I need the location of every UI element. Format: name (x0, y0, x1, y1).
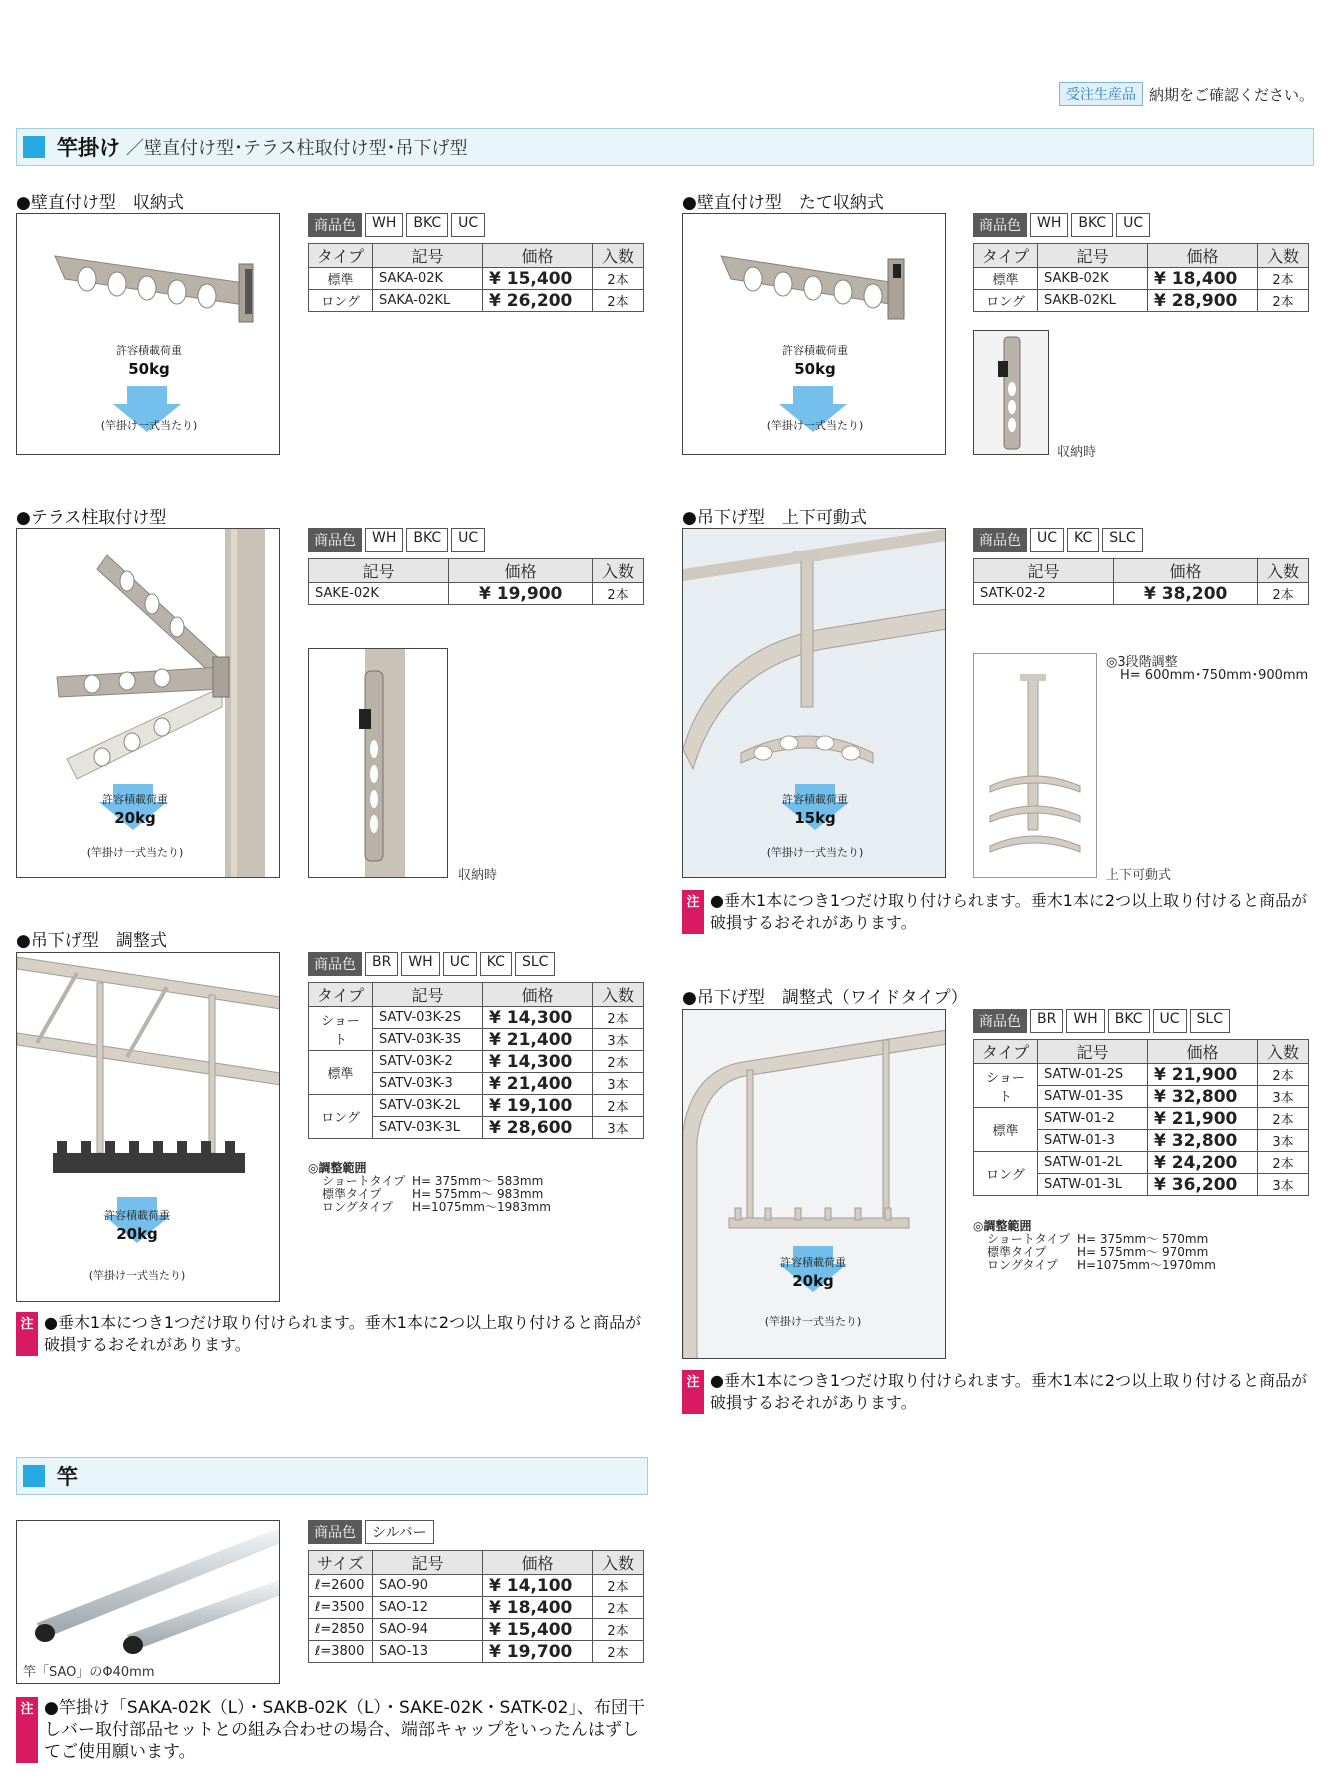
product-photo (682, 213, 946, 455)
colors-label: 商品色 (308, 213, 362, 237)
section-marker-icon (23, 1465, 45, 1487)
color-chip: WH (1066, 1009, 1104, 1033)
col-type: タイプ (309, 983, 373, 1007)
pole-illustration (17, 1521, 280, 1684)
table-row: 標準 SATW-01-2 ¥ 21,900 2本 (974, 1108, 1309, 1130)
adjust-title: ◎調整範囲 (973, 1219, 1032, 1233)
load-rating (99, 342, 199, 378)
load-note: (竿掛け一式当たり) (766, 846, 864, 859)
note-marker: 注 (682, 1370, 704, 1414)
adjust-values: H= 600mm･750mm･900mm (1120, 668, 1309, 683)
color-chip: BKC (1108, 1009, 1150, 1033)
color-chip: WH (365, 528, 403, 552)
table-row: ロング SATW-01-2L ¥ 24,200 2本 (974, 1152, 1309, 1174)
color-chip: SLC (515, 952, 555, 976)
col-qty: 入数 (1258, 244, 1309, 268)
colors-label: 商品色 (973, 213, 1027, 237)
table-row: 標準 SAKA-02K ¥ 15,400 2本 (309, 268, 644, 290)
note-text: ●垂木1本につき1つだけ取り付けられます。垂木1本に2つ以上取り付けると商品が破損するおそれがあります。 (710, 1371, 1308, 1412)
pole-caption: 竿「SAO」のΦ40mm (23, 1665, 155, 1680)
stored-photo (308, 648, 448, 878)
color-options (973, 1009, 1230, 1033)
col-qty: 入数 (1258, 559, 1309, 583)
item-title: ●吊下げ型 調整式（ワイドタイプ） (682, 988, 968, 1008)
col-qty: 入数 (1258, 1040, 1309, 1064)
col-type: タイプ (974, 1040, 1038, 1064)
table-row: ロング SAKB-02KL ¥ 28,900 2本 (974, 290, 1309, 312)
price-table (308, 1550, 644, 1663)
color-chip: UC (443, 952, 477, 976)
color-options (308, 1520, 434, 1544)
load-note: (竿掛け一式当たり) (88, 1269, 186, 1282)
price-table (308, 558, 644, 605)
product-photo (682, 528, 946, 878)
table-row: 標準 SATV-03K-2 ¥ 14,300 2本 (309, 1051, 644, 1073)
note-marker: 注 (682, 890, 704, 934)
product-photo (16, 213, 280, 455)
load-value: 50kg (794, 360, 836, 378)
table-row: SATV-03K-3L ¥ 28,600 3本 (309, 1117, 644, 1139)
section-header-poles (16, 1457, 648, 1495)
adjust-info (1106, 656, 1308, 682)
color-options (308, 528, 485, 552)
table-row: SATK-02-2 ¥ 38,200 2本 (974, 583, 1309, 605)
load-value: 50kg (128, 360, 170, 378)
color-chip: BKC (406, 213, 448, 237)
section-subtitle: ／壁直付け型･テラス柱取付け型･吊下げ型 (126, 138, 468, 159)
price-table (973, 1039, 1309, 1196)
load-caption: 許容積載荷重 (782, 344, 848, 357)
table-row: ショート SATW-01-2S ¥ 21,900 2本 (974, 1064, 1309, 1086)
note-text: ●垂木1本につき1つだけ取り付けられます。垂木1本に2つ以上取り付けると商品が破損するおそれがあります。 (44, 1313, 642, 1354)
section-marker-icon (23, 136, 45, 158)
color-options (973, 213, 1150, 237)
colors-label: 商品色 (308, 1520, 362, 1544)
table-row: ℓ=2850 SAO-94 ¥ 15,400 2本 (309, 1619, 644, 1641)
color-chip: WH (365, 213, 403, 237)
col-code: 記号 (373, 983, 483, 1007)
storage-label: 収納時 (1057, 445, 1097, 460)
col-type: タイプ (309, 244, 373, 268)
load-note: (竿掛け一式当たり) (766, 419, 864, 432)
table-row: ショート SATV-03K-2S ¥ 14,300 2本 (309, 1007, 644, 1029)
col-price: 価格 (1114, 559, 1258, 583)
color-chip: BR (1030, 1009, 1063, 1033)
load-rating (765, 791, 865, 827)
adjust-title: ◎3段階調整 (1106, 655, 1178, 670)
col-qty: 入数 (593, 983, 644, 1007)
load-value: 15kg (794, 809, 836, 827)
col-qty: 入数 (593, 244, 644, 268)
col-price: 価格 (449, 559, 593, 583)
table-row: SATW-01-3 ¥ 32,800 3本 (974, 1130, 1309, 1152)
adjust-title: ◎調整範囲 (308, 1161, 367, 1175)
note-text: ●竿掛け「SAKA-02K（L）・SAKB-02K（L）・SAKE-02K・SATK-02」、布団干しバー取付部品セットとの組み合わせの場合、端部キャップをいったんはずしてご使用願います。 (44, 1698, 645, 1762)
load-note: (竿掛け一式当たり) (100, 419, 198, 432)
load-caption: 許容積載荷重 (782, 793, 848, 806)
color-chip: シルバー (365, 1520, 434, 1544)
color-chip: BR (365, 952, 398, 976)
color-options (308, 952, 555, 976)
price-table (973, 558, 1309, 605)
section-header-pole-hangers (16, 128, 1314, 166)
col-size: サイズ (309, 1551, 373, 1575)
col-qty: 入数 (593, 1551, 644, 1575)
price-table (973, 243, 1309, 312)
load-caption: 許容積載荷重 (102, 793, 168, 806)
load-rating (87, 1207, 187, 1243)
colors-label: 商品色 (973, 1009, 1027, 1033)
product-photo (682, 1009, 946, 1359)
note-text: ●垂木1本につき1つだけ取り付けられます。垂木1本に2つ以上取り付けると商品が破損するおそれがあります。 (710, 891, 1308, 932)
movable-label: 上下可動式 (1106, 868, 1172, 883)
col-code: 記号 (1038, 244, 1148, 268)
color-chip: UC (1116, 213, 1150, 237)
table-row: SATV-03K-3S ¥ 21,400 3本 (309, 1029, 644, 1051)
load-value: 20kg (114, 809, 156, 827)
price-table (308, 982, 644, 1139)
colors-label: 商品色 (308, 952, 362, 976)
color-chip: SLC (1102, 528, 1142, 552)
color-chip: BKC (1071, 213, 1113, 237)
color-chip: UC (1153, 1009, 1187, 1033)
col-price: 価格 (1148, 1040, 1258, 1064)
table-row: ロング SAKA-02KL ¥ 26,200 2本 (309, 290, 644, 312)
table-row: ℓ=2600 SAO-90 ¥ 14,100 2本 (309, 1575, 644, 1597)
load-caption: 許容積載荷重 (780, 1256, 846, 1269)
product-photo (16, 528, 280, 878)
color-chip: UC (451, 528, 485, 552)
col-code: 記号 (1038, 1040, 1148, 1064)
col-type: タイプ (974, 244, 1038, 268)
table-row: SATV-03K-3 ¥ 21,400 3本 (309, 1073, 644, 1095)
col-code: 記号 (309, 559, 449, 583)
color-chip: KC (480, 952, 512, 976)
color-options (308, 213, 485, 237)
col-price: 価格 (483, 983, 593, 1007)
table-row: ロング SATV-03K-2L ¥ 19,100 2本 (309, 1095, 644, 1117)
order-notice (1059, 82, 1314, 106)
load-note: (竿掛け一式当たり) (764, 1315, 862, 1328)
color-chip: UC (451, 213, 485, 237)
table-row: SATW-01-3L ¥ 36,200 3本 (974, 1174, 1309, 1196)
color-options (973, 528, 1143, 552)
caution-note (682, 890, 1312, 934)
colors-label: 商品色 (973, 528, 1027, 552)
price-table (308, 243, 644, 312)
caution-note (682, 1370, 1312, 1414)
wide-adjustable-hanger-illustration (683, 1010, 946, 1359)
col-code: 記号 (373, 244, 483, 268)
note-marker: 注 (16, 1697, 38, 1763)
table-row: 標準 SAKB-02K ¥ 18,400 2本 (974, 268, 1309, 290)
product-photo (16, 1520, 280, 1684)
made-to-order-badge: 受注生産品 (1059, 82, 1143, 106)
col-qty: 入数 (593, 559, 644, 583)
color-chip: WH (401, 952, 439, 976)
product-photo (16, 952, 280, 1302)
color-chip: SLC (1190, 1009, 1230, 1033)
item-title: ●吊下げ型 調整式 (16, 931, 167, 951)
load-value: 20kg (792, 1272, 834, 1290)
table-row: SATW-01-3S ¥ 32,800 3本 (974, 1086, 1309, 1108)
adjust-range: ◎調整範囲 ショートタイプ H= 375mm～ 583mm 標準タイプ H= 575mm～ 983mm ロングタイプ H=1075mm～1983mm (308, 1161, 551, 1214)
section-title: 竿掛け (57, 136, 120, 160)
load-note: (竿掛け一式当たり) (86, 846, 184, 859)
item-title: ●吊下げ型 上下可動式 (682, 508, 867, 528)
adjustable-hanger-illustration (17, 953, 280, 1302)
item-title: ●壁直付け型 たて収納式 (682, 193, 884, 213)
load-value: 20kg (116, 1225, 158, 1243)
item-title: ●壁直付け型 収納式 (16, 193, 184, 213)
col-code: 記号 (974, 559, 1114, 583)
table-row: SAKE-02K ¥ 19,900 2本 (309, 583, 644, 605)
note-marker: 注 (16, 1312, 38, 1356)
col-code: 記号 (373, 1551, 483, 1575)
storage-label: 収納時 (458, 868, 498, 883)
color-chip: WH (1030, 213, 1068, 237)
section-title: 竿 (57, 1465, 78, 1489)
item-title: ●テラス柱取付け型 (16, 508, 167, 528)
load-caption: 許容積載荷重 (116, 344, 182, 357)
table-row: ℓ=3500 SAO-12 ¥ 18,400 2本 (309, 1597, 644, 1619)
stored-photo (973, 330, 1049, 455)
col-price: 価格 (483, 244, 593, 268)
colors-label: 商品色 (308, 528, 362, 552)
load-rating (765, 342, 865, 378)
notice-text: 納期をご確認ください。 (1148, 85, 1314, 104)
adjust-range: ◎調整範囲 ショートタイプ H= 375mm～ 570mm 標準タイプ H= 575mm～ 970mm ロングタイプ H=1075mm～1970mm (973, 1219, 1216, 1272)
color-chip: KC (1067, 528, 1099, 552)
table-row: ℓ=3800 SAO-13 ¥ 19,700 2本 (309, 1641, 644, 1663)
caution-note (16, 1312, 646, 1356)
load-caption: 許容積載荷重 (104, 1209, 170, 1222)
col-price: 価格 (1148, 244, 1258, 268)
adjustment-photo (973, 653, 1097, 878)
load-rating (763, 1254, 863, 1290)
caution-note (16, 1697, 648, 1763)
color-chip: UC (1030, 528, 1064, 552)
load-rating (85, 791, 185, 827)
color-chip: BKC (406, 528, 448, 552)
col-price: 価格 (483, 1551, 593, 1575)
